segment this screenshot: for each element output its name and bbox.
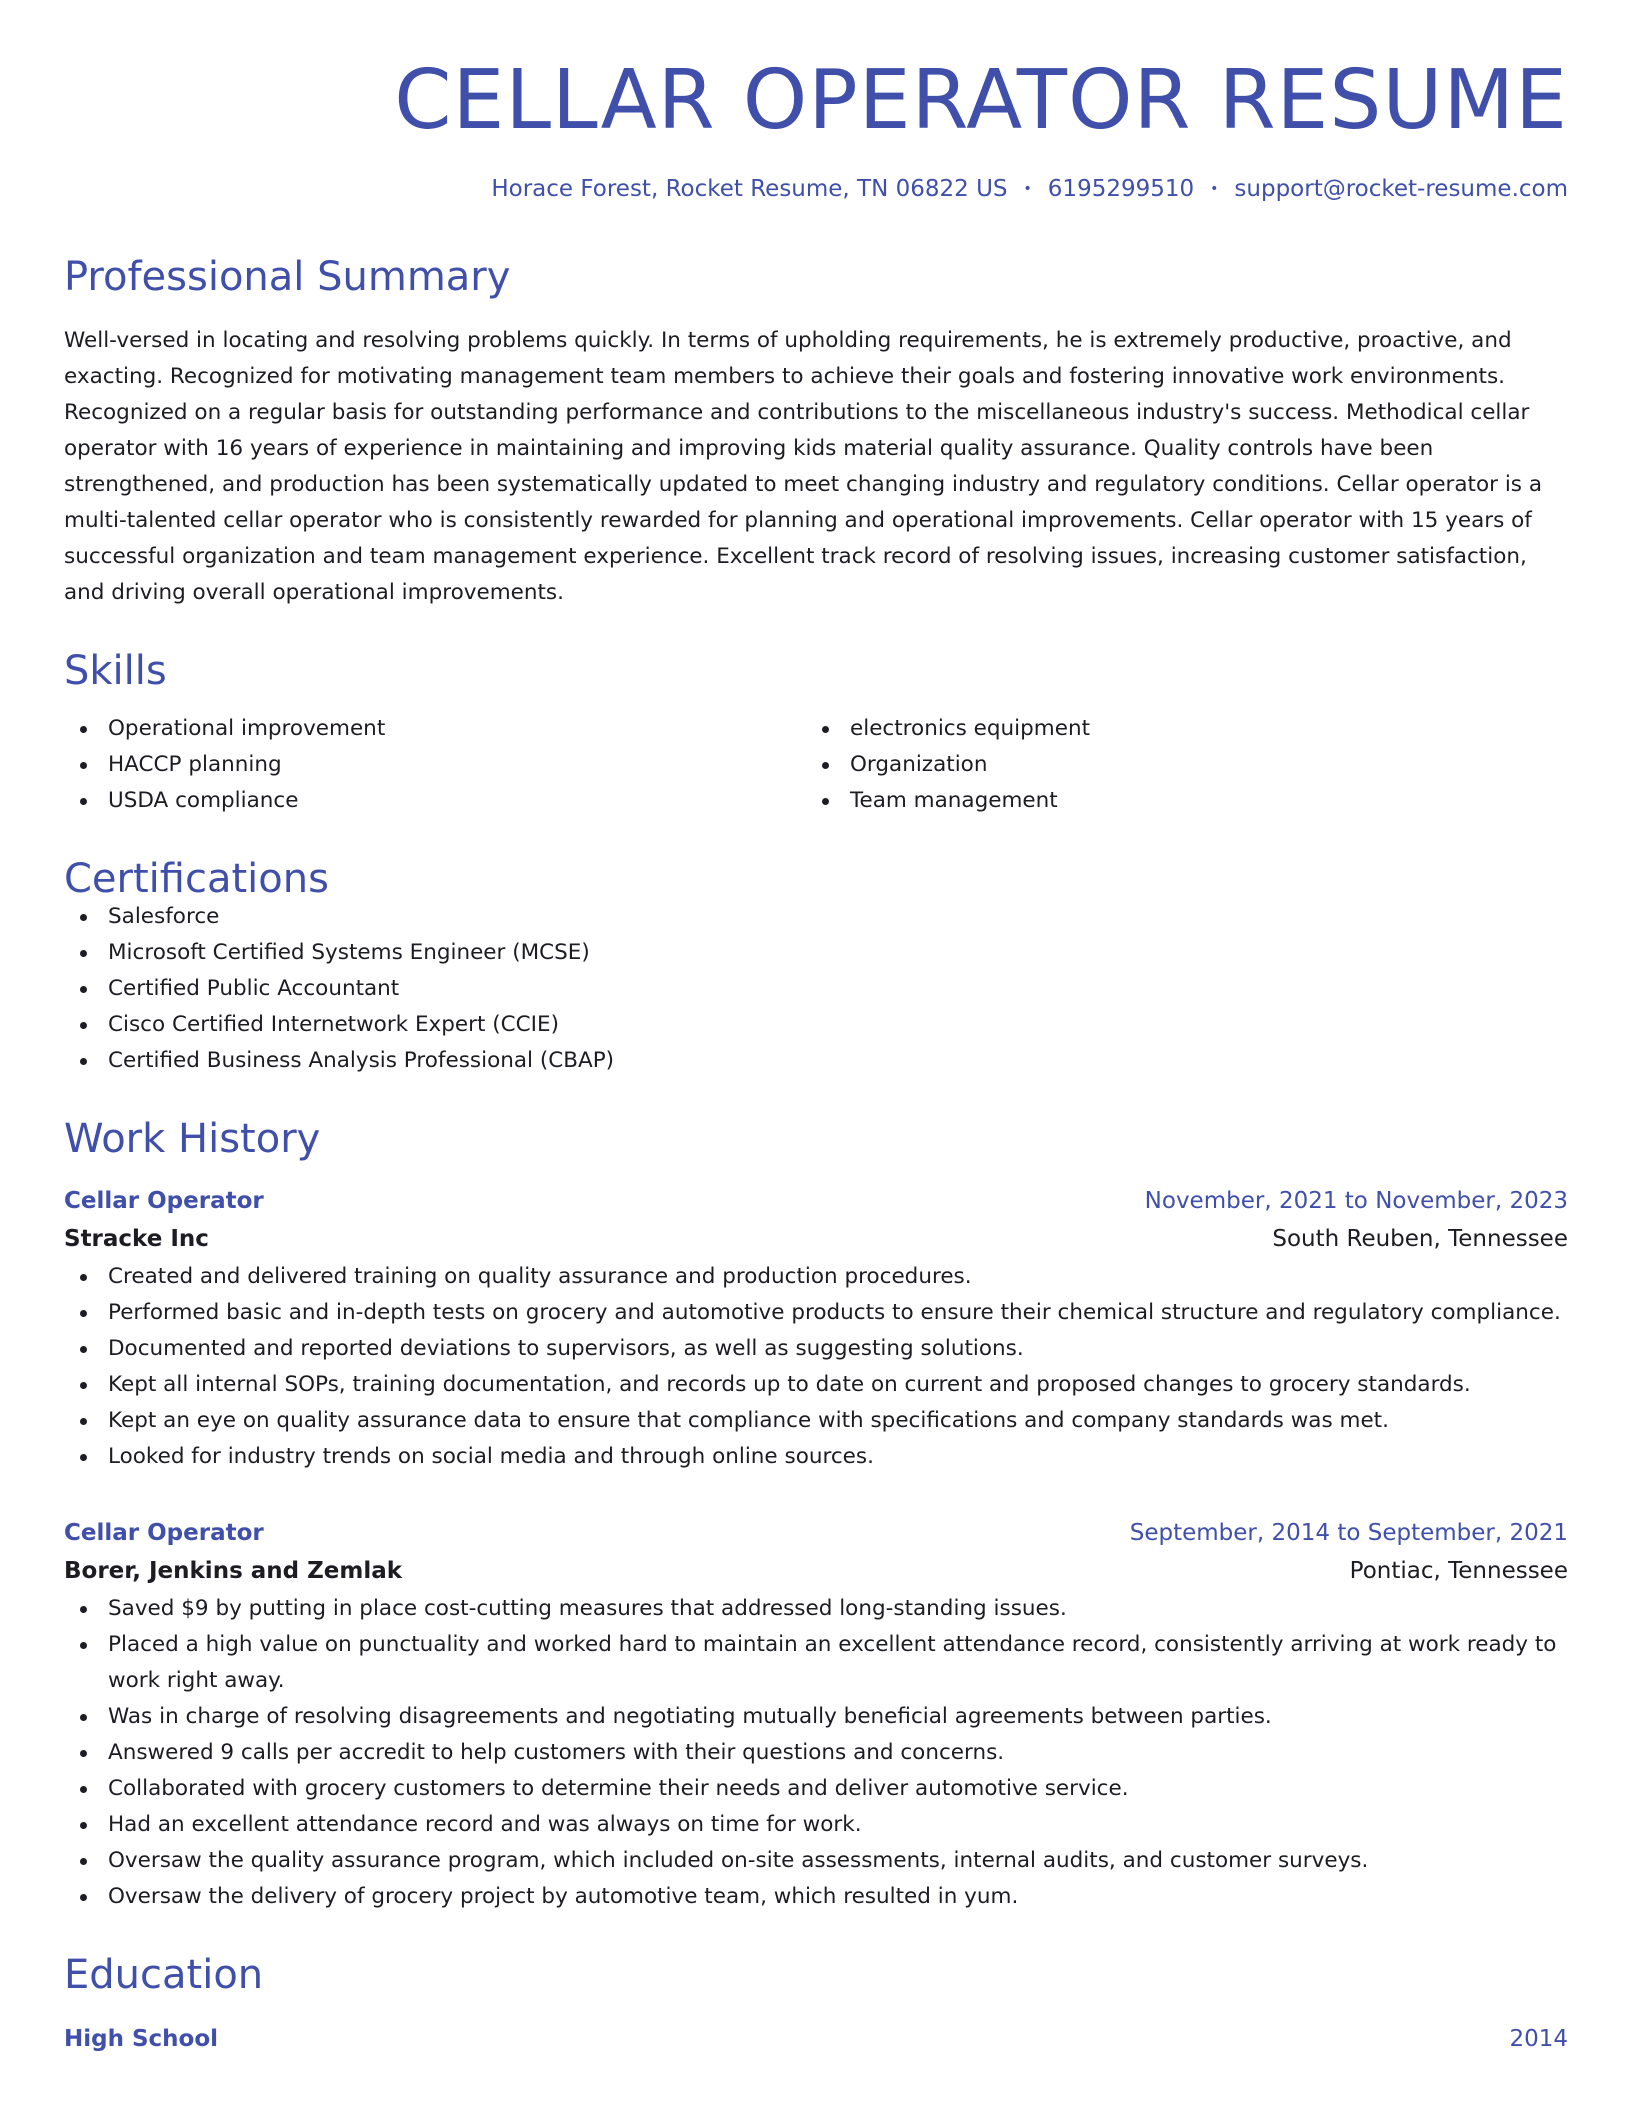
job-company: Borer, Jenkins and Zemlak [64, 1558, 403, 1584]
certification-item [64, 1007, 1568, 1043]
job-bullet-list [64, 1259, 1568, 1475]
job-bullet [64, 1331, 1568, 1367]
job-bullet-text: Collaborated with grocery customers to determine their needs and deliver automotive service. [108, 1776, 1129, 1801]
contact-address: Horace Forest, Rocket Resume, TN 06822 US [491, 176, 1008, 202]
skills-list-left [64, 711, 806, 819]
bullet-icon [80, 1022, 87, 1029]
job-bullet-text: Placed a high value on punctuality and worked hard to maintain an excellent attendance record, consistently arriving at work ready to work right away. [108, 1632, 1557, 1693]
job-bullet [64, 1879, 1568, 1915]
job-bullet [64, 1843, 1568, 1879]
certification-label: Salesforce [108, 904, 220, 929]
job-company: Stracke Inc [64, 1226, 209, 1252]
bullet-icon [80, 726, 87, 733]
job-bullet [64, 1735, 1568, 1771]
bullet-icon [80, 1894, 87, 1901]
skill-label: Team management [850, 788, 1058, 813]
skill-label: USDA compliance [108, 788, 299, 813]
bullet-icon [80, 1822, 87, 1829]
skill-item [806, 783, 1568, 819]
education-heading: Education [64, 1952, 264, 1998]
skill-label: Organization [850, 752, 988, 777]
skill-item [806, 711, 1568, 747]
bullet-icon [80, 762, 87, 769]
job-bullet [64, 1699, 1568, 1735]
bullet-icon [80, 1750, 87, 1757]
skill-label: electronics equipment [850, 716, 1091, 741]
skill-item [806, 747, 1568, 783]
bullet-icon [822, 798, 829, 805]
education-row [64, 2021, 1568, 2057]
bullet-icon [80, 1786, 87, 1793]
job-company-row [64, 1551, 1568, 1591]
certifications-list [64, 899, 1568, 1079]
skills-list-right [806, 711, 1568, 819]
job-bullet-text: Answered 9 calls per accredit to help customers with their questions and concerns. [108, 1740, 1005, 1765]
job-bullet [64, 1259, 1568, 1295]
job-bullet-text: Kept an eye on quality assurance data to ensure that compliance with specifications and company standards was met. [108, 1408, 1389, 1433]
job-bullet-text: Looked for industry trends on social media and through online sources. [108, 1444, 874, 1469]
education-degree: High School [64, 2026, 219, 2052]
job-dates: November, 2021 to November, 2023 [1144, 1188, 1568, 1214]
job-bullet-text: Created and delivered training on quality assurance and production procedures. [108, 1264, 972, 1289]
bullet-icon [80, 1274, 87, 1281]
skill-label: HACCP planning [108, 752, 282, 777]
job-bullet-text: Had an excellent attendance record and was always on time for work. [108, 1812, 862, 1837]
bullet-icon [80, 1454, 87, 1461]
job-title-row [64, 1183, 1568, 1219]
skill-item [64, 711, 806, 747]
skill-label: Operational improvement [108, 716, 386, 741]
summary-text: Well-versed in locating and resolving problems quickly. In terms of upholding requirements, he is extremely productive, proactive, and exacting. Recognized for motivating management team members to achieve their goals and fostering innovative work environments. Recognized on a regular basis for outstanding performance and contributions to the miscellaneous industry's success. Methodical cellar operator with 16 years of experience in maintaining and improving kids material quality assurance. Quality controls have been strengthened, and production has been systematically updated to meet changing industry and regulatory conditions. Cellar operator is a multi-talented cellar operator who is consistently rewarded for planning and operational improvements. Cellar operator with 15 years of successful organization and team management experience. Excellent track record of resolving issues, increasing customer satisfaction, and driving overall operational improvements. [64, 328, 1542, 605]
certification-item [64, 1043, 1568, 1079]
work-history-heading: Work History [64, 1116, 321, 1162]
job-bullet-text: Was in charge of resolving disagreements and negotiating mutually beneficial agreements between parties. [108, 1704, 1272, 1729]
bullet-icon [80, 950, 87, 957]
bullet-icon [80, 1714, 87, 1721]
bullet-icon [80, 1310, 87, 1317]
bullet-icon [80, 1346, 87, 1353]
job-location: South Reuben, Tennessee [1272, 1226, 1568, 1252]
education-year: 2014 [1509, 2026, 1568, 2052]
bullet-icon [80, 986, 87, 993]
contact-line [64, 178, 1568, 201]
bullet-icon [80, 1858, 87, 1865]
job-bullet [64, 1439, 1568, 1475]
bullet-icon [80, 1058, 87, 1065]
bullet-icon [80, 1642, 87, 1649]
job-bullet [64, 1627, 1568, 1699]
job-location: Pontiac, Tennessee [1349, 1558, 1568, 1584]
certification-label: Certified Business Analysis Professional (CBAP) [108, 1048, 615, 1073]
job-bullet [64, 1367, 1568, 1403]
skills-heading: Skills [64, 648, 167, 694]
job-entry [64, 1515, 1568, 1915]
bullet-icon [80, 798, 87, 805]
certification-label: Certified Public Accountant [108, 976, 400, 1001]
job-bullet [64, 1807, 1568, 1843]
job-bullet-text: Performed basic and in-depth tests on grocery and automotive products to ensure their chemical structure and regulatory compliance. [108, 1300, 1561, 1325]
certification-item [64, 899, 1568, 935]
bullet-icon [80, 1606, 87, 1613]
job-bullet [64, 1591, 1568, 1627]
job-entry [64, 1183, 1568, 1475]
certification-label: Microsoft Certified Systems Engineer (MCSE) [108, 940, 590, 965]
job-title-row [64, 1515, 1568, 1551]
job-title: Cellar Operator [64, 1520, 264, 1546]
job-bullet-list [64, 1591, 1568, 1915]
resume-title: CELLAR OPERATOR RESUME [394, 53, 1568, 148]
job-bullet-text: Oversaw the quality assurance program, which included on-site assessments, internal audits, and customer surveys. [108, 1848, 1369, 1873]
job-bullet-text: Oversaw the delivery of grocery project by automotive team, which resulted in yum. [108, 1884, 1019, 1909]
skill-item [64, 783, 806, 819]
job-bullet [64, 1295, 1568, 1331]
certification-label: Cisco Certified Internetwork Expert (CCIE) [108, 1012, 559, 1037]
bullet-icon [822, 762, 829, 769]
bullet-icon [80, 1382, 87, 1389]
certification-item [64, 971, 1568, 1007]
certifications-heading: Certifications [64, 856, 329, 902]
job-bullet [64, 1771, 1568, 1807]
summary-heading: Professional Summary [64, 254, 511, 300]
job-bullet-text: Kept all internal SOPs, training documentation, and records up to date on current and proposed changes to grocery standards. [108, 1372, 1471, 1397]
contact-phone: 6195299510 [1047, 176, 1195, 202]
contact-separator: • [1210, 181, 1219, 197]
job-company-row [64, 1219, 1568, 1259]
contact-email: support@rocket-resume.com [1234, 176, 1568, 202]
job-bullet [64, 1403, 1568, 1439]
bullet-icon [80, 914, 87, 921]
contact-separator: • [1023, 181, 1032, 197]
job-dates: September, 2014 to September, 2021 [1129, 1520, 1568, 1546]
job-title: Cellar Operator [64, 1188, 264, 1214]
skill-item [64, 747, 806, 783]
bullet-icon [822, 726, 829, 733]
skills-grid [64, 711, 1568, 819]
job-bullet-text: Saved $9 by putting in place cost-cutting measures that addressed long-standing issues. [108, 1596, 1067, 1621]
certification-item [64, 935, 1568, 971]
bullet-icon [80, 1418, 87, 1425]
job-bullet-text: Documented and reported deviations to supervisors, as well as suggesting solutions. [108, 1336, 1024, 1361]
